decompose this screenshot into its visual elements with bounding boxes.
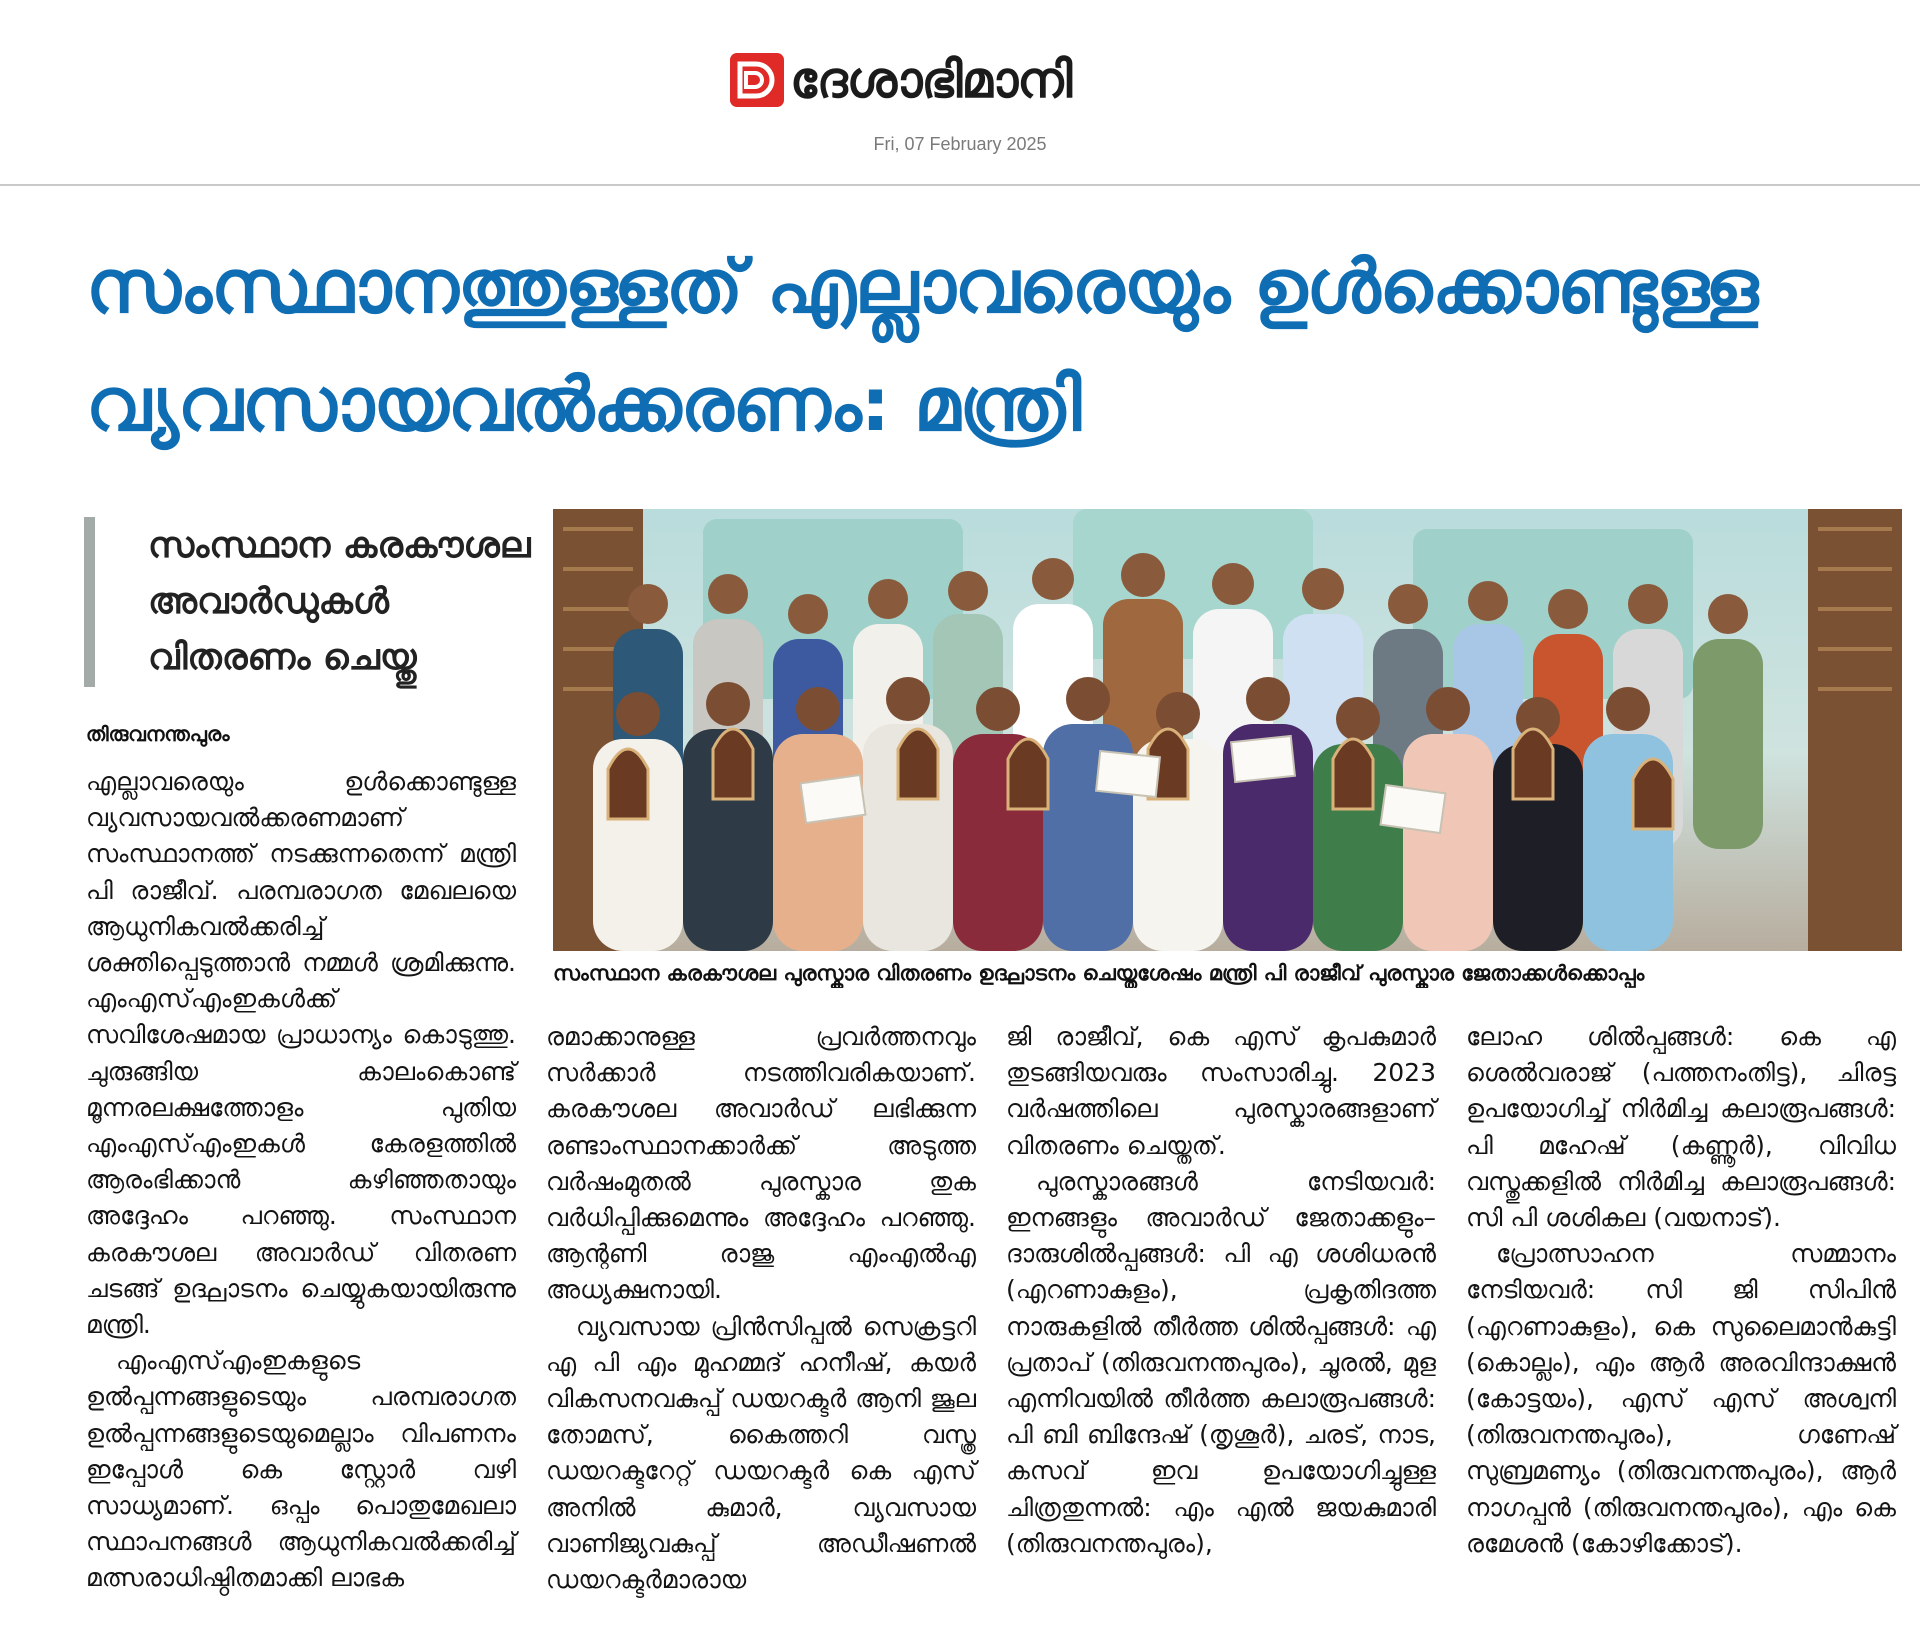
article-column-2	[546, 1019, 976, 1598]
masthead	[0, 0, 1920, 186]
subheading: സംസ്ഥാന കരകൗശല അവാർഡുകൾ വിതരണം ചെയ്തു	[148, 525, 531, 678]
paragraph: വ്യവസായ പ്രിൻസിപ്പൽ സെക്രട്ടറി എ പി എം മുഹമ്മദ് ഹനീഷ്, കയർ വികസനവകുപ്പ് ഡയറക്ടർ ആനി ജൂല തോമസ്, കൈത്തറി വസ്ത്ര ഡയറക്ടറേറ്റ് ഡയറക്ടർ കെ എസ് അനിൽ കുമാർ, വ്യവസായ വാണിജ്യവകുപ്പ് അഡീഷണൽ ഡയറക്ടർമാരായ	[546, 1311, 976, 1595]
masthead-name: ദേശാഭിമാനി	[790, 50, 1072, 109]
publication-date: Fri, 07 February 2025	[873, 134, 1047, 154]
paragraph: പ്രോത്സാഹന സമ്മാനം നേടിയവർ: സി ജി സിപിൻ (എറണാകുളം), കെ സുലൈമാൻകുട്ടി (കൊല്ലം), എം ആർ അരവിന്ദാക്ഷൻ (കോട്ടയം), എസ് എസ് അശ്വനി (തിരുവനന്തപുരം), ഗണേഷ് സുബ്രമണ്യം (തിരുവനന്തപുരം), ആർ നാഗപ്പൻ (തിരുവനന്തപുരം), എം കെ രമേശൻ (കോഴിക്കോട്).	[1466, 1239, 1896, 1558]
headline: സംസ്ഥാനത്തുള്ളത് എല്ലാവരെയും ഉൾക്കൊണ്ടുള്ള വ്യവസായവൽക്കരണം: മന്ത്രി	[86, 244, 1758, 448]
article-column-3	[1006, 1019, 1436, 1562]
article-photo	[553, 509, 1902, 951]
photo-caption: സംസ്ഥാന കരകൗശല പുരസ്കാര വിതരണം ഉദ്ഘാടനം ചെയ്തശേഷം മന്ത്രി പി രാജീവ് പുരസ്കാര ജേതാക്കൾക്കൊപ്പം	[553, 961, 1645, 985]
article-column-4	[1466, 1019, 1896, 1562]
dateline: തിരുവനന്തപുരം	[86, 722, 230, 746]
brand	[730, 44, 1071, 116]
article-column-1	[86, 764, 516, 1597]
deshabhimani-logo-icon	[730, 53, 784, 107]
award-group-photo-image	[553, 509, 1902, 951]
paragraph: എംഎസ്എംഇകളുടെ ഉൽപ്പന്നങ്ങളുടെയും പരമ്പരാഗത ഉൽപ്പന്നങ്ങളുടെയുമെല്ലാം വിപണനം ഇപ്പോൾ കെ സ്റ്റോർ വഴി സാധ്യമാണ്. ഒപ്പം പൊതുമേഖലാ സ്ഥാപനങ്ങൾ ആധുനികവൽക്കരിച്ച് മത്സരാധിഷ്ഠിതമാക്കി ലാഭക	[86, 1346, 516, 1593]
subheading-rule	[84, 517, 95, 687]
paragraph: ജി രാജീവ്, കെ എസ് കൃപകുമാർ തുടങ്ങിയവരും സംസാരിച്ചു. 2023 വർഷത്തിലെ പുരസ്കാരങ്ങളാണ് വിതരണം ചെയ്തത്.	[1006, 1022, 1436, 1160]
paragraph: ലോഹ ശിൽപ്പങ്ങൾ: കെ എ ശെൽവരാജ് (പത്തനംതിട്ട), ചിരട്ട ഉപയോഗിച്ച് നിർമിച്ച കലാരൂപങ്ങൾ: പി മഹേഷ് (കണ്ണൂർ), വിവിധ വസ്തുക്കളിൽ നിർമിച്ച കലാരൂപങ്ങൾ: സി പി ശശികല (വയനാട്).	[1466, 1022, 1896, 1233]
paragraph: രമാക്കാനുള്ള പ്രവർത്തനവും സർക്കാർ നടത്തിവരികയാണ്. കരകൗശല അവാർഡ് ലഭിക്കുന്ന രണ്ടാംസ്ഥാനക്കാർക്ക് അടുത്ത വർഷംമുതൽ പുരസ്കാര തുക വർധിപ്പിക്കുമെന്നും അദ്ദേഹം പറഞ്ഞു. ആന്റണി രാജു എംഎൽഎ അധ്യക്ഷനായി.	[546, 1022, 976, 1305]
paragraph: പുരസ്കാരങ്ങൾ നേടിയവർ: ഇനങ്ങളും അവാർഡ് ജേതാക്കളും– ദാരുശിൽപ്പങ്ങൾ: പി എ ശശിധരൻ (എറണാകുളം), പ്രകൃതിദത്ത നാരുകളിൽ തീർത്ത ശിൽപ്പങ്ങൾ: എ പ്രതാപ് (തിരുവനന്തപുരം), ചൂരൽ, മുള എന്നിവയിൽ തീർത്ത കലാരൂപങ്ങൾ: പി ബി ബിന്ദേഷ് (തൃശൂർ), ചരട്, നാട, കസവ് ഇവ ഉപയോഗിച്ചുള്ള ചിത്രതുന്നൽ: എം എൽ ജയകുമാരി (തിരുവനന്തപുരം),	[1006, 1166, 1436, 1558]
paragraph: എല്ലാവരെയും ഉൾക്കൊണ്ടുള്ള വ്യവസായവൽക്കരണമാണ് സംസ്ഥാനത്ത് നടക്കുന്നതെന്ന് മന്ത്രി പി രാജീവ്. പരമ്പരാഗത മേഖലയെ ആധുനികവൽക്കരിച്ച് ശക്തിപ്പെടുത്താൻ നമ്മൾ ശ്രമിക്കുന്നു. എംഎസ്എംഇകൾക്ക് സവിശേഷമായ പ്രാധാന്യം കൊടുത്തു. ചുരുങ്ങിയ കാലംകൊണ്ട് മൂന്നരലക്ഷത്തോളം പുതിയ എംഎസ്എംഇകൾ കേരളത്തിൽ ആരംഭിക്കാൻ കഴിഞ്ഞതായും അദ്ദേഹം പറഞ്ഞു. സംസ്ഥാന കരകൗശല അവാർഡ് വിതരണ ചടങ്ങ് ഉദ്ഘാടനം ചെയ്യുകയായിരുന്നു മന്ത്രി.	[86, 767, 516, 1340]
